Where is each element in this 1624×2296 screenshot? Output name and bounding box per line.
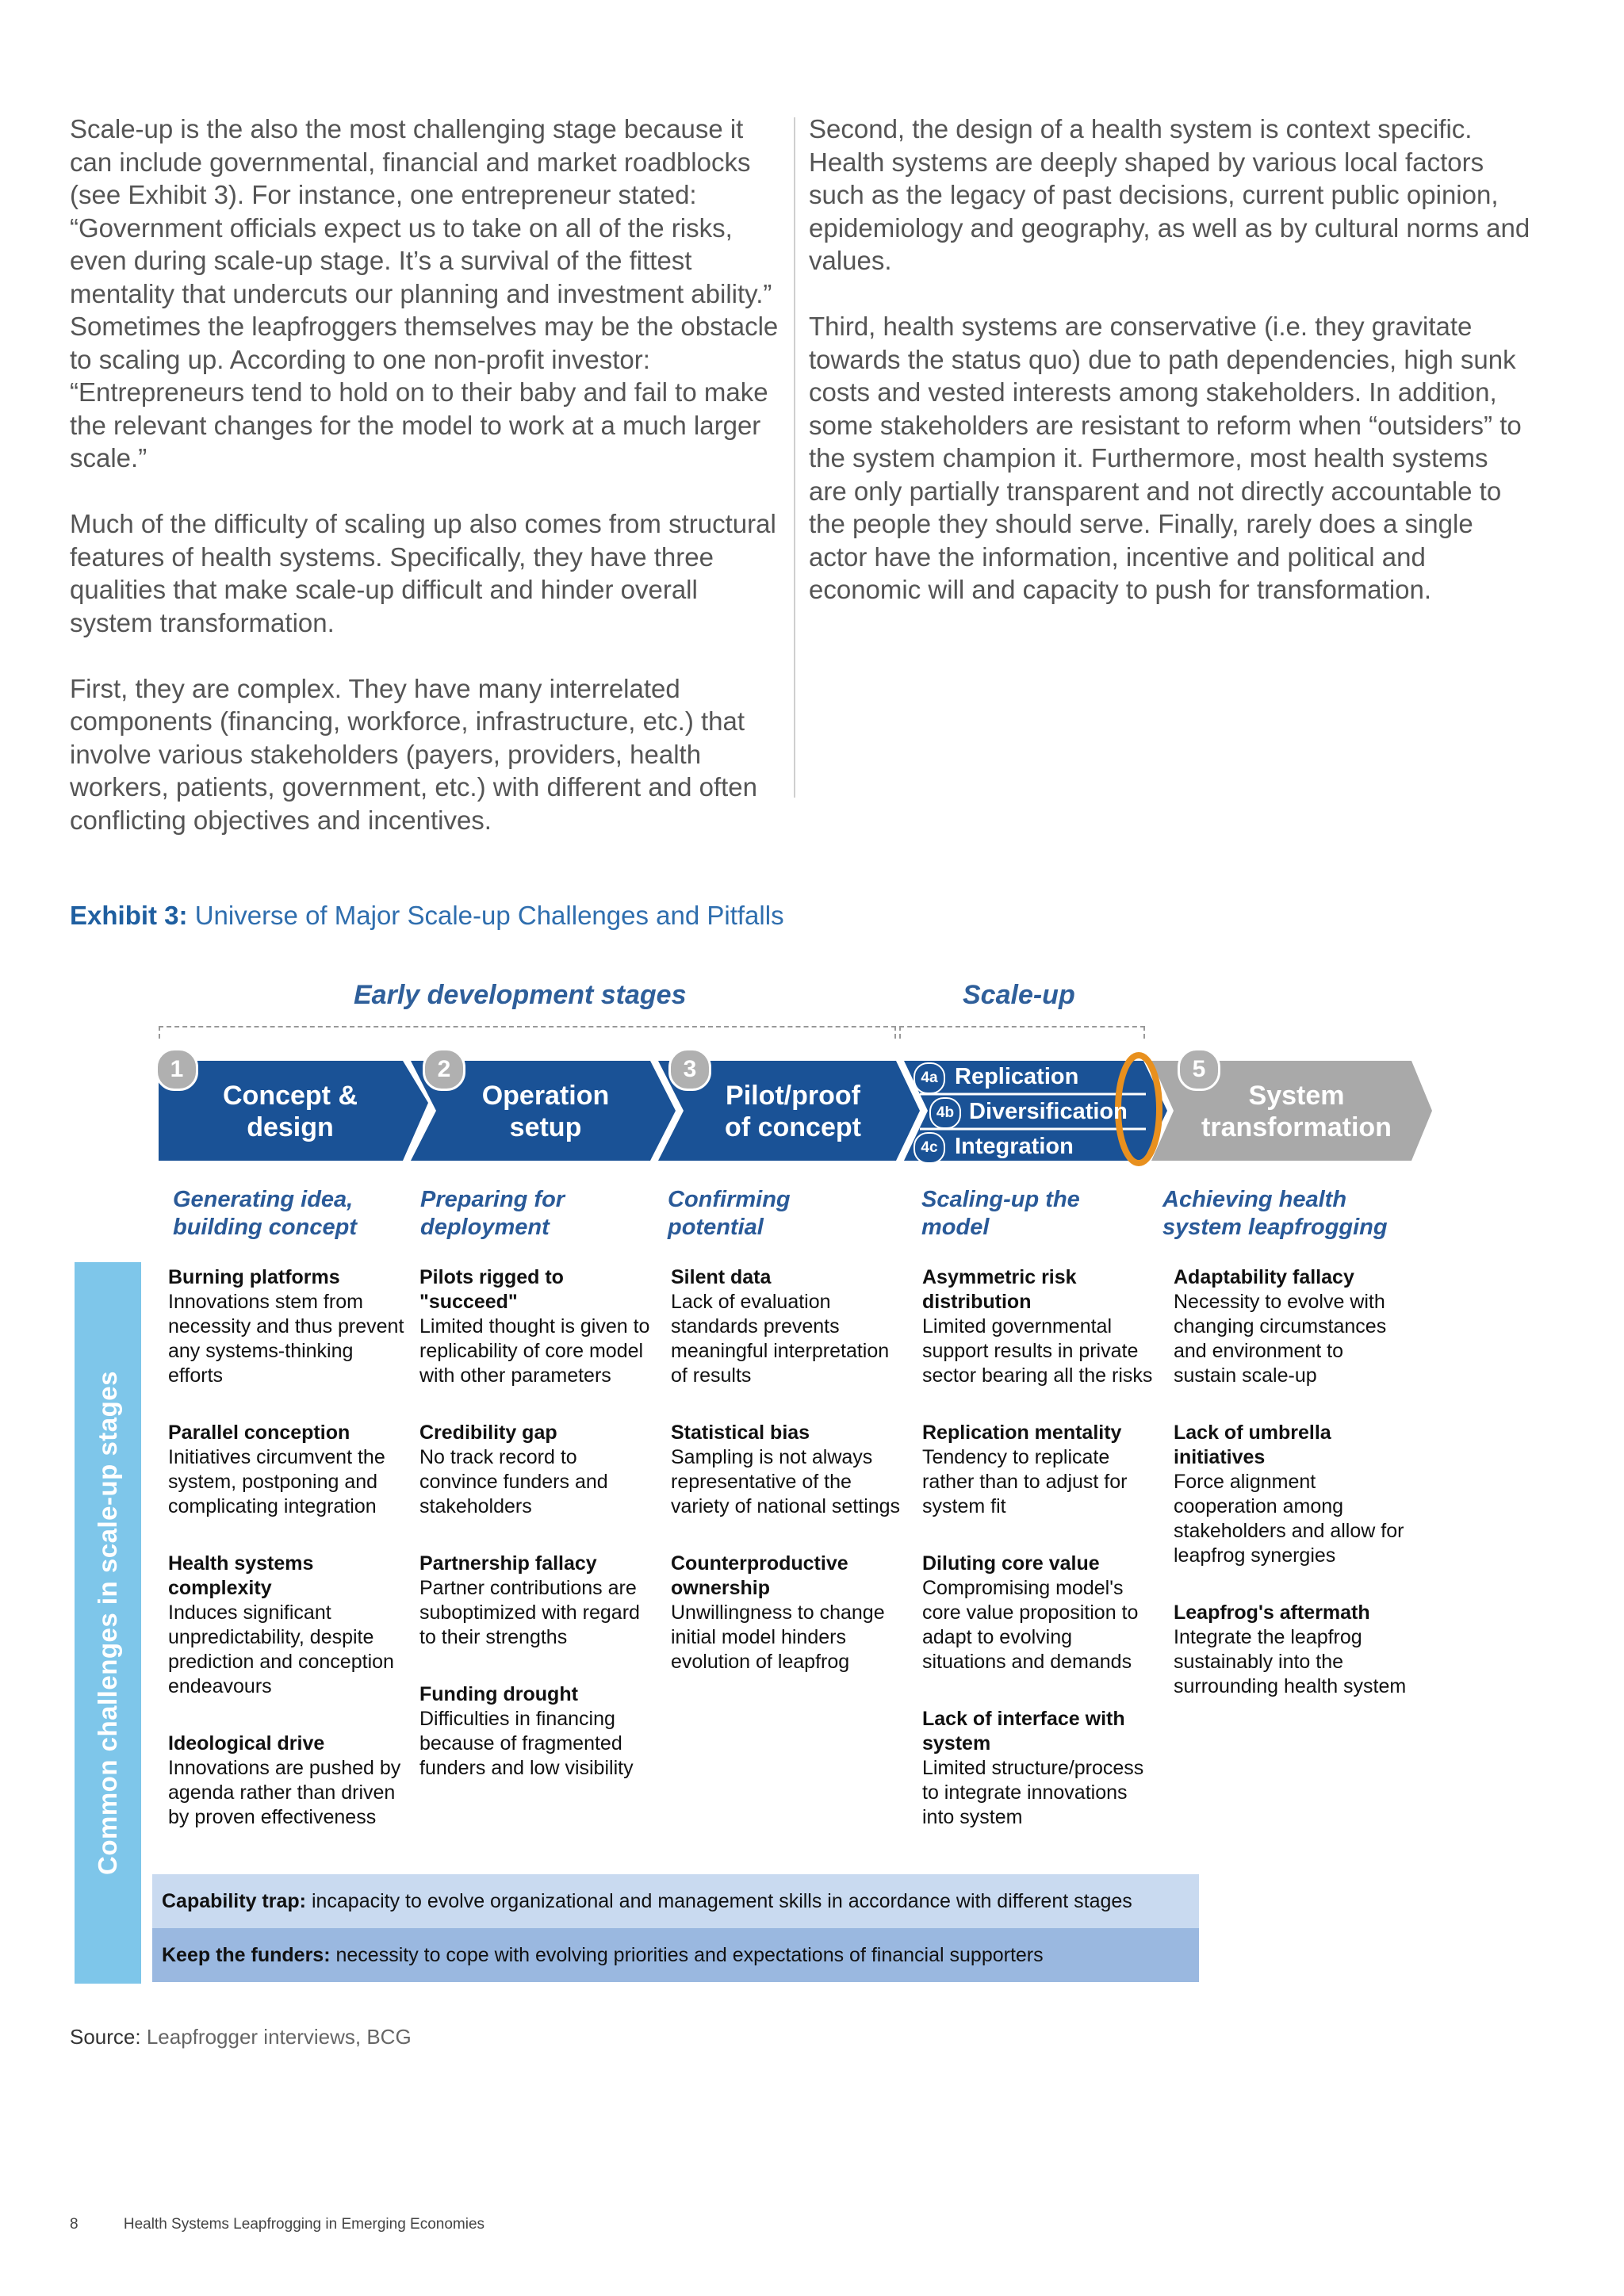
phase-early-label: Early development stages bbox=[354, 980, 687, 1010]
stage-number-badge: 5 bbox=[1178, 1048, 1220, 1091]
stage-label-line: transformation bbox=[1201, 1112, 1392, 1142]
stage-label-line: of concept bbox=[725, 1112, 861, 1142]
challenge-column-1 bbox=[168, 1265, 406, 1862]
challenge-title: Replication mentality bbox=[922, 1422, 1122, 1444]
challenge-item bbox=[419, 1682, 657, 1781]
challenge-title: Asymmetric risk distribution bbox=[922, 1266, 1077, 1313]
challenge-text: Limited thought is given to replicability of core model with other parameters bbox=[419, 1315, 650, 1387]
challenge-title: Funding drought bbox=[419, 1683, 578, 1705]
page-footer bbox=[70, 2216, 526, 2233]
strip-title: Keep the funders: bbox=[162, 1944, 331, 1966]
goal-line: Confirming bbox=[668, 1187, 791, 1212]
goal-line: system leapfrogging bbox=[1162, 1215, 1388, 1240]
challenge-text: Innovations are pushed by agenda rather than driven by proven effectiveness bbox=[168, 1757, 401, 1828]
stage-goal bbox=[420, 1186, 565, 1242]
substage-label: Integration bbox=[955, 1134, 1074, 1159]
body-paragraph: Second, the design of a health system is context specific. Health systems are deeply shaped by various local factors such as the legacy of past decisions, current public opinion, epidemiology and geography, as well as by cultural norms and values. bbox=[809, 114, 1530, 275]
goal-line: deployment bbox=[420, 1215, 550, 1240]
substage-badge: 4c bbox=[914, 1132, 945, 1164]
source-label: Source: bbox=[70, 2025, 141, 2049]
challenge-title: Pilots rigged to "succeed" bbox=[419, 1266, 564, 1313]
challenge-item bbox=[922, 1707, 1160, 1830]
challenge-item bbox=[168, 1732, 406, 1830]
challenge-title: Lack of umbrella initiatives bbox=[1174, 1422, 1331, 1468]
source-value: Leapfrogger interviews, BCG bbox=[146, 2025, 412, 2049]
substage-label: Replication bbox=[955, 1064, 1079, 1089]
capability-trap-strip bbox=[152, 1874, 1199, 1928]
exhibit-label: Exhibit 3: bbox=[70, 901, 188, 930]
stage-goal bbox=[921, 1186, 1080, 1242]
substage-badge: 4b bbox=[929, 1097, 961, 1129]
source-note bbox=[70, 2025, 412, 2049]
challenge-text: Induces significant unpredictability, despite prediction and conception endeavours bbox=[168, 1601, 394, 1697]
challenge-title: Partnership fallacy bbox=[419, 1552, 597, 1575]
body-paragraph: Scale-up is the also the most challenging stage because it can include governmental, financial and market roadblocks (see Exhibit 3). For instance, one entrepreneur stated: “Government officials expect us to take on all of the risks, even during scale-up stage. It’s a survival of the fittest mentality that undercuts our planning and investment ability.” Sometimes the leapfroggers themselves may be the obstacle to scaling up. According to one non-profit investor: “Entrepreneurs tend to hold on to their baby and fail to make the relevant changes for the model to work at a much larger scale.” bbox=[70, 114, 779, 473]
challenge-title: Health systems complexity bbox=[168, 1552, 314, 1599]
challenge-item bbox=[419, 1265, 657, 1388]
stage-1-label bbox=[179, 1080, 401, 1143]
phase-scaleup-label: Scale-up bbox=[963, 980, 1075, 1010]
challenge-item bbox=[168, 1265, 406, 1388]
goal-line: Achieving health bbox=[1162, 1187, 1347, 1212]
challenge-item bbox=[419, 1421, 657, 1519]
challenge-title: Ideological drive bbox=[168, 1732, 325, 1755]
stage-2-label bbox=[442, 1080, 649, 1143]
stage-label-line: Operation bbox=[481, 1081, 610, 1111]
challenge-column-4 bbox=[922, 1265, 1160, 1862]
stage-label-line: design bbox=[247, 1112, 334, 1142]
challenge-text: Initiatives circumvent the system, postponing and complicating integration bbox=[168, 1446, 385, 1517]
body-paragraph: Third, health systems are conservative (i.e. they gravitate towards the status quo) due to path dependencies, high sunk costs and vested interests among stakeholders. In addition, some stakeholders are resistant to reform when “outsiders” to the system champion it. Furthermore, most health systems are only partially transparent and not directly accountable to the people they should serve. Finally, rarely does a single actor have the information, incentive and political and economic will and capacity to push for transformation. bbox=[809, 312, 1522, 604]
challenge-text: Tendency to replicate rather than to adjust for system fit bbox=[922, 1446, 1128, 1517]
challenge-item bbox=[922, 1552, 1160, 1674]
challenge-item bbox=[419, 1552, 657, 1650]
challenge-title: Lack of interface with system bbox=[922, 1708, 1125, 1755]
challenge-text: Unwillingness to change initial model hinders evolution of leapfrog bbox=[671, 1601, 885, 1673]
publication-title: Health Systems Leapfrogging in Emerging Economies bbox=[123, 2216, 485, 2233]
stage-3-label bbox=[690, 1080, 896, 1143]
strip-title: Capability trap: bbox=[162, 1890, 306, 1912]
keep-funders-strip bbox=[152, 1928, 1199, 1982]
strip-text: necessity to cope with evolving priorities and expectations of financial supporters bbox=[335, 1944, 1044, 1966]
page-number: 8 bbox=[70, 2216, 79, 2233]
challenge-title: Statistical bias bbox=[671, 1422, 810, 1444]
challenge-text: Necessity to evolve with changing circumstances and environment to sustain scale-up bbox=[1174, 1291, 1387, 1387]
strip-text: incapacity to evolve organizational and management skills in accordance with different stages bbox=[311, 1890, 1132, 1912]
challenge-item bbox=[671, 1421, 909, 1519]
challenge-text: Difficulties in financing because of fragmented funders and low visibility bbox=[419, 1708, 634, 1779]
challenge-column-2 bbox=[419, 1265, 657, 1813]
stage-label-line: Pilot/proof bbox=[726, 1081, 860, 1111]
challenge-title: Credibility gap bbox=[419, 1422, 557, 1444]
goal-line: Preparing for bbox=[420, 1187, 565, 1212]
challenge-title: Counterproductive ownership bbox=[671, 1552, 848, 1599]
stage-label-line: setup bbox=[509, 1112, 582, 1142]
challenge-column-3 bbox=[671, 1265, 909, 1707]
stage-5-label bbox=[1174, 1080, 1419, 1143]
challenge-text: Sampling is not always representative of the variety of national settings bbox=[671, 1446, 901, 1517]
challenge-item bbox=[671, 1552, 909, 1674]
challenge-text: No track record to convince funders and stakeholders bbox=[419, 1446, 608, 1517]
challenge-text: Force alignment cooperation among stakeholders and allow for leapfrog synergies bbox=[1174, 1471, 1404, 1567]
goal-line: Generating idea, bbox=[173, 1187, 354, 1212]
challenge-item bbox=[168, 1421, 406, 1519]
challenge-text: Integrate the leapfrog sustainably into the surrounding health system bbox=[1174, 1626, 1407, 1697]
challenge-item bbox=[1174, 1601, 1411, 1699]
challenge-text: Limited structure/process to integrate innovations into system bbox=[922, 1757, 1144, 1828]
stage-number-badge: 1 bbox=[155, 1048, 198, 1091]
stage-label-line: Concept & bbox=[223, 1081, 358, 1111]
body-paragraph: Much of the difficulty of scaling up also comes from structural features of health systems. Specifically, they have three qualities that make scale-up difficult and hinder overall system transformation. bbox=[70, 509, 776, 637]
side-band-label: Common challenges in scale-up stages bbox=[93, 1370, 122, 1876]
goal-line: potential bbox=[668, 1215, 764, 1240]
challenge-item bbox=[1174, 1265, 1411, 1388]
exhibit-caption: Universe of Major Scale-up Challenges and Pitfalls bbox=[194, 901, 784, 930]
goal-line: building concept bbox=[173, 1215, 357, 1240]
challenge-text: Compromising model's core value proposition to adapt to evolving situations and demands bbox=[922, 1577, 1139, 1673]
stage-label-line: System bbox=[1248, 1081, 1345, 1111]
stage-goal bbox=[668, 1186, 791, 1242]
goal-line: Scaling-up the bbox=[921, 1187, 1080, 1212]
stage-number-badge: 3 bbox=[668, 1048, 711, 1091]
substage-label: Diversification bbox=[969, 1099, 1128, 1124]
challenge-item bbox=[168, 1552, 406, 1699]
challenge-title: Burning platforms bbox=[168, 1266, 340, 1288]
challenge-item bbox=[671, 1265, 909, 1388]
challenge-title: Silent data bbox=[671, 1266, 772, 1288]
challenge-item bbox=[922, 1421, 1160, 1519]
body-paragraph: First, they are complex. They have many interrelated components (financing, workforce, infrastructure, etc.) that involve various stakeholders (payers, providers, health workers, patients, government, etc.) with different and often conflicting objectives and incentives. bbox=[70, 673, 758, 835]
substage-badge: 4a bbox=[914, 1062, 945, 1094]
challenge-text: Partner contributions are suboptimized with regard to their strengths bbox=[419, 1577, 640, 1648]
stage-number-badge: 2 bbox=[423, 1048, 465, 1091]
stage-goal bbox=[1162, 1186, 1388, 1242]
challenge-title: Leapfrog's aftermath bbox=[1174, 1601, 1370, 1624]
challenge-title: Diluting core value bbox=[922, 1552, 1100, 1575]
challenge-text: Lack of evaluation standards prevents meaningful interpretation of results bbox=[671, 1291, 890, 1387]
challenge-title: Adaptability fallacy bbox=[1174, 1266, 1354, 1288]
challenge-item bbox=[1174, 1421, 1411, 1568]
challenge-text: Innovations stem from necessity and thus prevent any systems-thinking efforts bbox=[168, 1291, 404, 1387]
stage-goal bbox=[173, 1186, 357, 1242]
challenge-title: Parallel conception bbox=[168, 1422, 350, 1444]
challenge-column-5 bbox=[1174, 1265, 1411, 1732]
challenge-text: Limited governmental support results in private sector bearing all the risks bbox=[922, 1315, 1153, 1387]
challenge-item bbox=[922, 1265, 1160, 1388]
goal-line: model bbox=[921, 1215, 990, 1240]
